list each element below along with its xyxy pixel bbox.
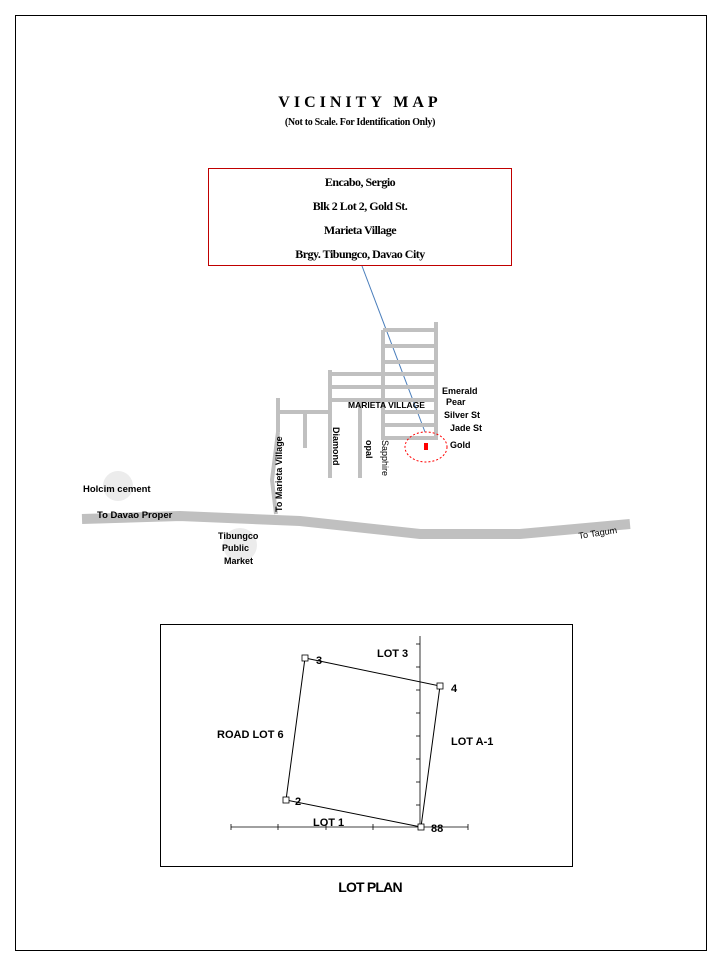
lot-marker (424, 443, 428, 450)
map-subtitle: (Not to Scale. For Identification Only) (284, 117, 436, 128)
label-holcim: Holcim cement (83, 484, 151, 495)
label-opal: opal (364, 440, 374, 459)
village-roads (272, 322, 436, 514)
owner-village: Marieta Village (323, 223, 397, 237)
label-lot3: LOT 3 (377, 648, 409, 660)
label-emerald: Emerald (442, 386, 478, 396)
corner-1-marker (418, 824, 424, 830)
label-diamond: Diamond (331, 427, 341, 466)
corner-2-label: 2 (295, 796, 302, 808)
owner-lot: Blk 2 Lot 2, Gold St. (312, 199, 408, 213)
lotplan-frame (161, 625, 573, 867)
label-to-davao: To Davao Proper (97, 510, 173, 521)
corner-3-marker (302, 655, 308, 661)
label-lot1: LOT 1 (313, 817, 345, 829)
map-title: VICINITY MAP (278, 94, 442, 111)
label-gold: Gold (450, 440, 471, 450)
label-market-3: Market (224, 556, 254, 566)
label-sapphire: Sapphire (380, 440, 390, 477)
corner-2-marker (283, 797, 289, 803)
corner-4-label: 4 (451, 683, 458, 695)
label-to-marieta: To Marieta Village (274, 436, 284, 512)
owner-barangay: Brgy. Tibungco, Davao City (295, 247, 425, 261)
label-to-tagum: To Tagum (577, 525, 618, 541)
label-market-2: Public (222, 543, 250, 553)
label-pearl: Pear (446, 397, 466, 407)
lot-polygon (286, 658, 440, 827)
corner-4-marker (437, 683, 443, 689)
label-market-1: Tibungco (218, 531, 259, 541)
label-village: MARIETA VILLAGE (348, 400, 425, 410)
corner-3-label: 3 (316, 655, 323, 667)
lotplan-title: LOT PLAN (338, 879, 402, 895)
label-silver: Silver St (444, 410, 481, 420)
owner-name: Encabo, Sergio (324, 175, 396, 189)
label-lot-a1: LOT A-1 (451, 736, 494, 748)
label-jade: Jade St (450, 423, 483, 433)
label-road-lot: ROAD LOT 6 (217, 729, 284, 741)
corner-1-label: 88 (431, 823, 444, 835)
